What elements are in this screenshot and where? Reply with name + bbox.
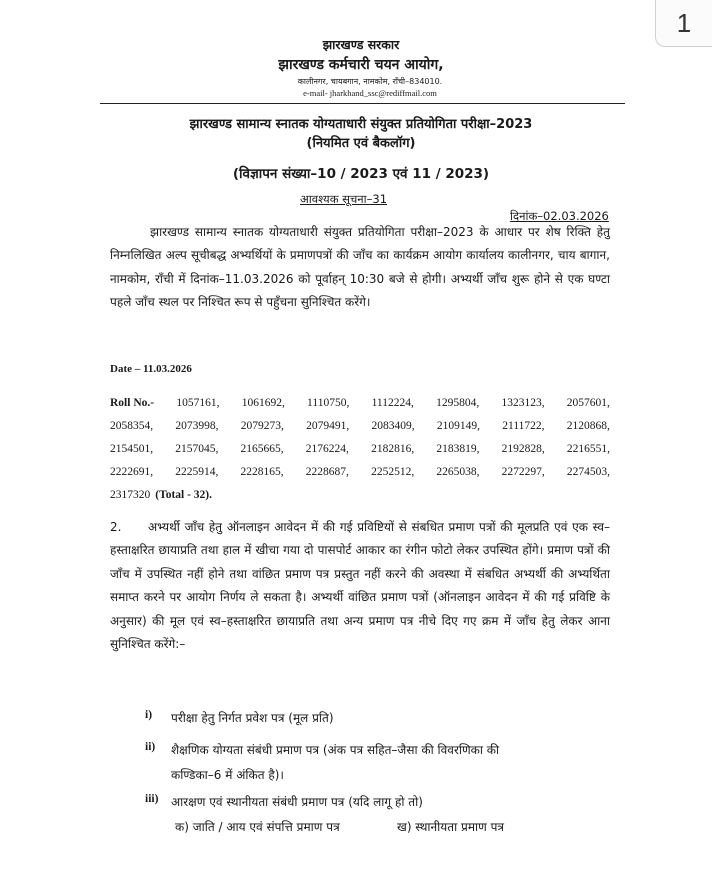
- list-item-text: शैक्षणिक योग्यता संबंधी प्रमाण पत्र (अंक पत्र सहित–जैसा की विवरणिका की: [171, 743, 500, 757]
- roll-number: 2154501,: [110, 443, 154, 455]
- roll-number: 1057161,: [176, 397, 220, 409]
- roll-number: 2182816,: [371, 443, 415, 455]
- roll-row: [110, 461, 610, 484]
- roll-number: 2120868,: [566, 420, 610, 432]
- roll-number: 2225914,: [175, 466, 219, 478]
- roll-row: [110, 415, 610, 438]
- page-number: 1: [655, 0, 712, 47]
- paragraph-2: [110, 516, 610, 656]
- list-item-text: कण्डिका–6 में अंकित है)।: [171, 768, 284, 782]
- roll-number: 2176224,: [305, 443, 349, 455]
- roll-number: 2317320: [110, 489, 151, 501]
- roll-number: 1112224,: [371, 397, 414, 409]
- commission-heading: झारखण्ड कर्मचारी चयन आयोग,: [278, 57, 444, 73]
- roll-number: 2252512,: [371, 466, 415, 478]
- roll-number: 2079273,: [240, 420, 284, 432]
- roll-number: 2216551,: [566, 443, 610, 455]
- roll-number: 2183819,: [436, 443, 480, 455]
- notice-number: आवश्यक सूचना–31: [300, 192, 388, 206]
- sub-item-b: ख) स्थानीयता प्रमाण पत्र: [397, 820, 505, 834]
- roll-row-last: [110, 484, 610, 507]
- roll-row: [110, 438, 610, 461]
- roll-number: 2109149,: [436, 420, 480, 432]
- paragraph-1: झारखण्ड सामान्य स्नातक योग्यताधारी संयुक्त प्रतियोगिता परीक्षा–2023 के आधार पर शेष रिक्ति हेतु निम्नलिखित अल्प सूचीबद्ध अभ्यर्थियों के प्रमाणपत्रों की जाँच का कार्यक्रम आयोग कार्यालय कालीनगर, चाय बागान, नामकोम, राँची में दिनांक–11.03.2026 को पूर्वाहन् 10:30 बजे से होगी। अभ्यर्थी जाँच शुरू होने से एक घण्टा पहले जाँच स्थल पर निश्चित रूप से पहुँचना सुनिश्चित करेंगे।: [110, 225, 610, 310]
- roll-number: 2274503,: [566, 466, 610, 478]
- roll-number-list: [110, 392, 610, 507]
- roll-row: [110, 392, 610, 415]
- roll-number: 1061692,: [241, 397, 285, 409]
- office-address: कालीनगर, चायबगान, नामकोम, राँची–834010.: [297, 77, 443, 86]
- roll-number: 2157045,: [175, 443, 219, 455]
- govt-heading: झारखण्ड सरकार: [322, 37, 400, 52]
- header-divider: [100, 103, 625, 104]
- roll-number: 2272297,: [501, 466, 545, 478]
- roll-number: 2228165,: [240, 466, 284, 478]
- exam-subtitle: (नियमित एवं बैकलॉग): [306, 136, 416, 151]
- roll-number: 2165665,: [240, 443, 284, 455]
- list-item-text: आरक्षण एवं स्थानीयता संबंधी प्रमाण पत्र (यदि लागू हो तो): [171, 795, 423, 809]
- roll-number: 2228687,: [305, 466, 349, 478]
- verification-date: Date – 11.03.2026: [110, 363, 192, 375]
- roll-number: 1110750,: [307, 397, 350, 409]
- list-item-marker: ii): [145, 741, 156, 753]
- notice-date: दिनांक–02.03.2026: [510, 209, 609, 223]
- roll-number: 2192828,: [501, 443, 545, 455]
- list-item-marker: iii): [145, 793, 159, 805]
- roll-total: (Total - 32).: [155, 489, 213, 501]
- paragraph-2-number: 2.: [110, 520, 122, 534]
- roll-label: Roll No.-: [110, 397, 155, 409]
- roll-number: 2073998,: [175, 420, 219, 432]
- roll-number: 2058354,: [110, 420, 154, 432]
- paragraph-2-text: अभ्यर्थी जाँच हेतु ऑनलाइन आवेदन में की गई प्रविष्टियों से संबधित प्रमाण पत्रों की मूलप्रति एवं एक स्व–हस्ताक्षरित छायाप्रति तथा हाल में खीचा गया दो पासपोर्ट आकार का रंगीन फोटो लेकर उपस्थित होंगे। प्रमाण पत्रों की जाँच में उपस्थित नहीं होने तथा वांछित प्रमाण पत्र प्रस्तुत नहीं करने की अवस्था में संबधित अभ्यर्थी की अभ्यर्थिता समाप्त करने पर आयोग निर्णय ले सकता है। अभ्यर्थी वांछित प्रमाण पत्रों (ऑनलाइन आवेदन में की गई प्रविष्टि के अनुसार) की मूल एवं स्व–हस्ताक्षरित छायाप्रति तथा अन्य प्रमाण पत्र नीचे दिए गए क्रम में जाँच हेतु लेकर आना सुनिश्चित करेंगे:–: [110, 520, 610, 652]
- office-email: e-mail- jharkhand_ssc@rediffmail.com: [303, 88, 437, 98]
- roll-number: 1323123,: [501, 397, 545, 409]
- roll-number: 2222691,: [110, 466, 154, 478]
- list-item-marker: i): [145, 709, 153, 721]
- roll-number: 2265038,: [436, 466, 480, 478]
- sub-item-a: क) जाति / आय एवं संपत्ति प्रमाण पत्र: [175, 820, 340, 834]
- list-item-text: परीक्षा हेतु निर्गत प्रवेश पत्र (मूल प्रति): [171, 711, 334, 725]
- roll-number: 1295804,: [436, 397, 480, 409]
- advertisement-number: (विज्ञापन संख्या–10 / 2023 एवं 11 / 2023): [232, 166, 490, 182]
- exam-title: झारखण्ड सामान्य स्नातक योग्यताधारी संयुक्त प्रतियोगिता परीक्षा–2023: [189, 117, 533, 132]
- roll-number: 2057601,: [566, 397, 610, 409]
- roll-number: 2083409,: [371, 420, 415, 432]
- roll-number: 2079491,: [306, 420, 350, 432]
- roll-number: 2111722,: [502, 420, 545, 432]
